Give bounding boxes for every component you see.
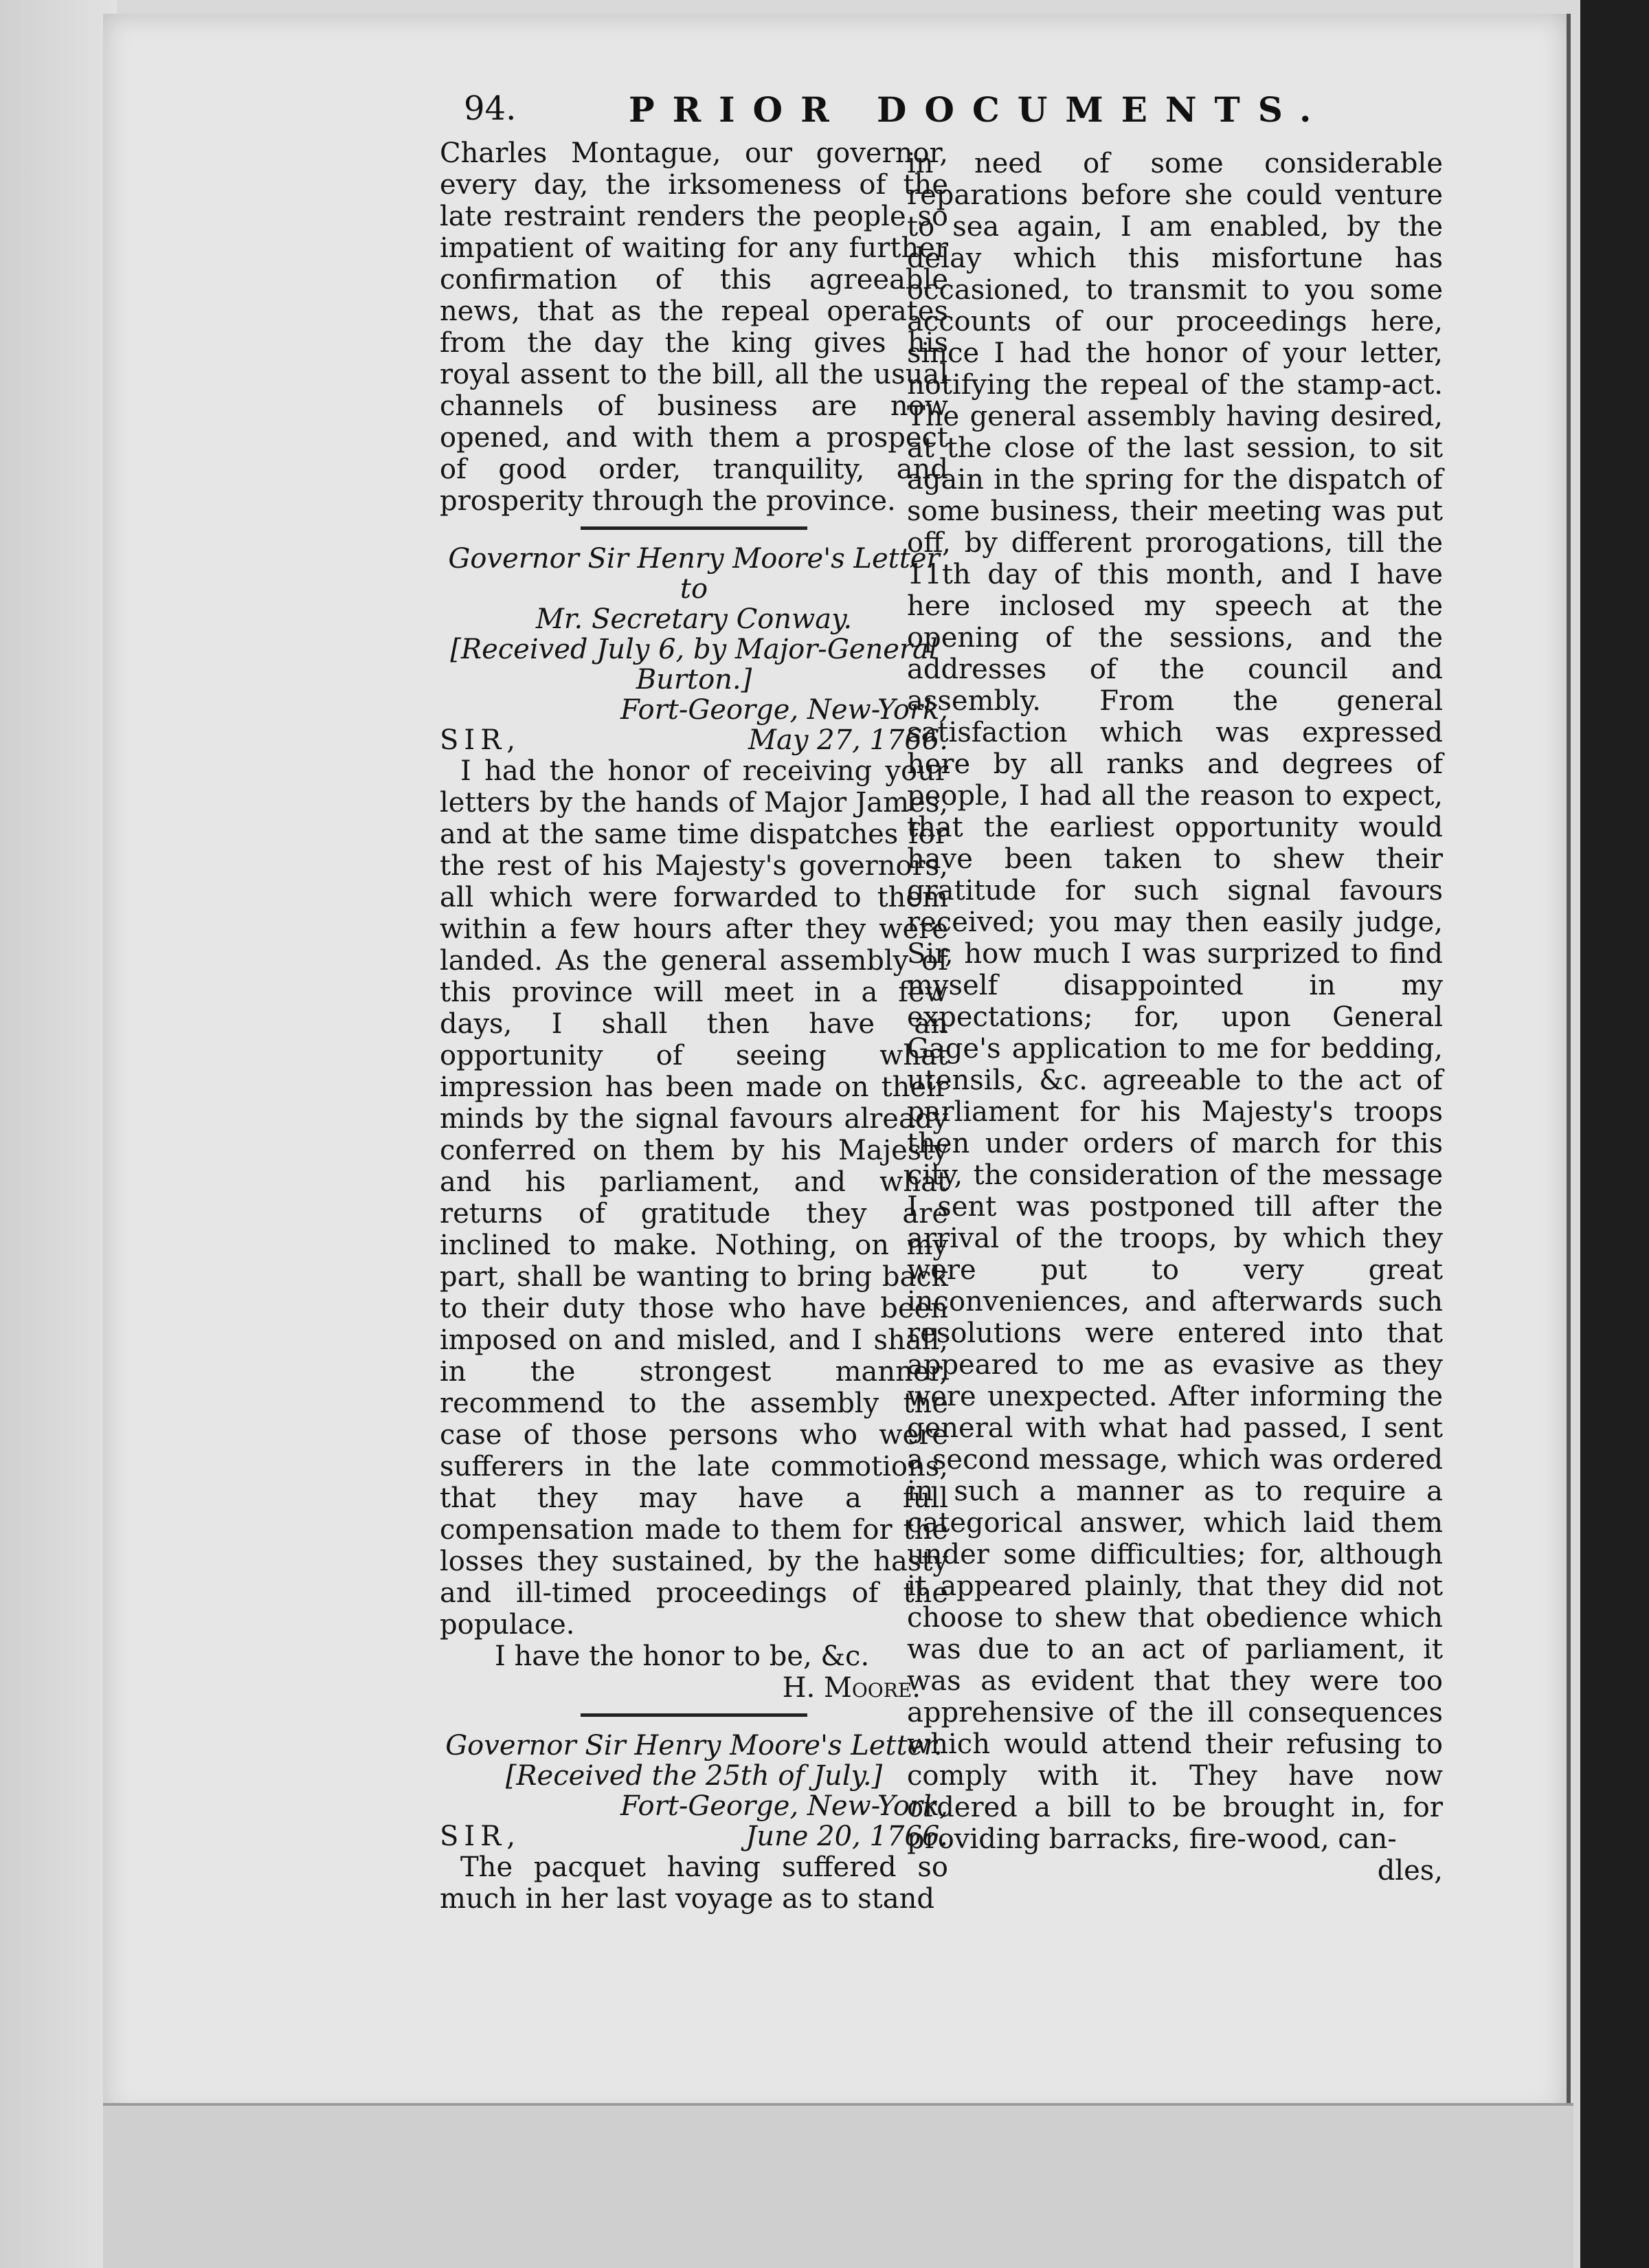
salutation: SIR, (440, 724, 521, 756)
letter-heading-line2: Mr. Secretary Conway. (535, 603, 853, 635)
left-column (440, 137, 948, 1915)
letter-body-start: The pacquet having suffered so much in her last voyage as to stand (440, 1852, 948, 1915)
catchword: dles, (1377, 1855, 1443, 1887)
salutation-row (440, 725, 948, 755)
received-note: [Received the 25th of July.] (505, 1760, 883, 1792)
dateline-place: Fort-George, New-York, (620, 1790, 948, 1822)
letter-may-27 (440, 544, 948, 1704)
section-divider (581, 526, 807, 530)
opening-paragraph: Charles Montague, our governor, every day, the irksomeness of the late restraint renders the people so impatient of waiting for any further confirmation of this agreeable news, that as the repeal operates from the day the king gives his royal assent to the bill, all the usual channels of business are now opened, and with them a prospect of good order, tranquility, and prosperity through the province. (440, 137, 948, 517)
letter-june-20 (440, 1731, 948, 1915)
letter-closing: I have the honor to be, &c. (495, 1641, 870, 1672)
salutation-row (440, 1821, 948, 1852)
left-page-edge (0, 0, 117, 2268)
letter-heading: Governor Sir Henry Moore's Letter. (445, 1730, 943, 1761)
running-head-title: PRIOR DOCUMENTS. (629, 89, 1330, 130)
bottom-page-edge (103, 2103, 1573, 2268)
received-note-line1: [Received July 6, by Major-General (450, 634, 938, 665)
letter-signature: H. Moore. (782, 1672, 921, 1704)
letter-heading-line1: Governor Sir Henry Moore's Letter to (448, 543, 940, 605)
right-column (907, 148, 1443, 1887)
running-head (464, 89, 1336, 137)
page-number: 94. (464, 89, 517, 128)
salutation: SIR, (440, 1821, 521, 1852)
book-binding-shadow (1580, 0, 1649, 2268)
received-note-line2: Burton.] (636, 664, 752, 696)
dateline-date: June 20, 1766. (745, 1821, 948, 1852)
dateline-place: Fort-George, New-York, (620, 694, 948, 726)
letter-body-continued: in need of some considerable reparations before she could venture to sea again, I am enabled, by the delay which this misfortune has occasioned, to transmit to you some accounts of our proceedings here, since I had the honor of your letter, notifying the repeal of the stamp-act. The general assembly having desired, at the close of the last session, to sit again in the spring for the dispatch of some business, their meeting was put off, by different prorogations, till the 11th day of this month, and I have here inclosed my speech at the opening of the sessions, and the addresses of the council and assembly. From the general satisfaction which was expressed here by all ranks and degrees of people, I had all the reason to expect, that the earliest opportunity would have been taken to shew their gratitude for such signal favours received; you may then easily judge, Sir, how much I was surprized to find myself disappointed in my expectations; for, upon General Gage's application to me for bedding, utensils, &c. agreeable to the act of parliament for his Majesty's troops then under orders of march for this city, the consideration of the message I sent was postponed till after the arrival of the troops, by which they were put to very great inconveniences, and afterwards such resolutions were entered into that appeared to me as evasive as they were unexpected. After informing the general with what had passed, I sent a second message, which was ordered in such a manner as to require a categorical answer, which laid them under some difficulties; for, although it appeared plainly, that they did not choose to shew that obedience which was due to an act of parliament, it was as evident that they were too apprehensive of the ill consequences which would attend their refusing to comply with it. They have now ordered a bill to be brought in, for providing barracks, fire-wood, can- (907, 148, 1443, 1855)
dateline-date: May 27, 1766. (748, 724, 948, 756)
section-divider (581, 1713, 807, 1717)
letter-body: I had the honor of receiving your letters by the hands of Major James, and at the same time dispatches for the rest of his Majesty's governors, all which were forwarded to them within a few hours after they were landed. As the general assembly of this province will meet in a few days, I shall then have an opportunity of seeing what impression has been made on their minds by the signal favours already conferred on them by his Majesty and his parliament, and what returns of gratitude they are inclined to make. Nothing, on my part, shall be wanting to bring back to their duty those who have been imposed on and misled, and I shall, in the strongest manner, recommend to the assembly the case of those persons who were sufferers in the late commotions, that they may have a full compensation made to them for the losses they sustained, by the hasty and ill-timed proceedings of the populace. (440, 755, 948, 1641)
